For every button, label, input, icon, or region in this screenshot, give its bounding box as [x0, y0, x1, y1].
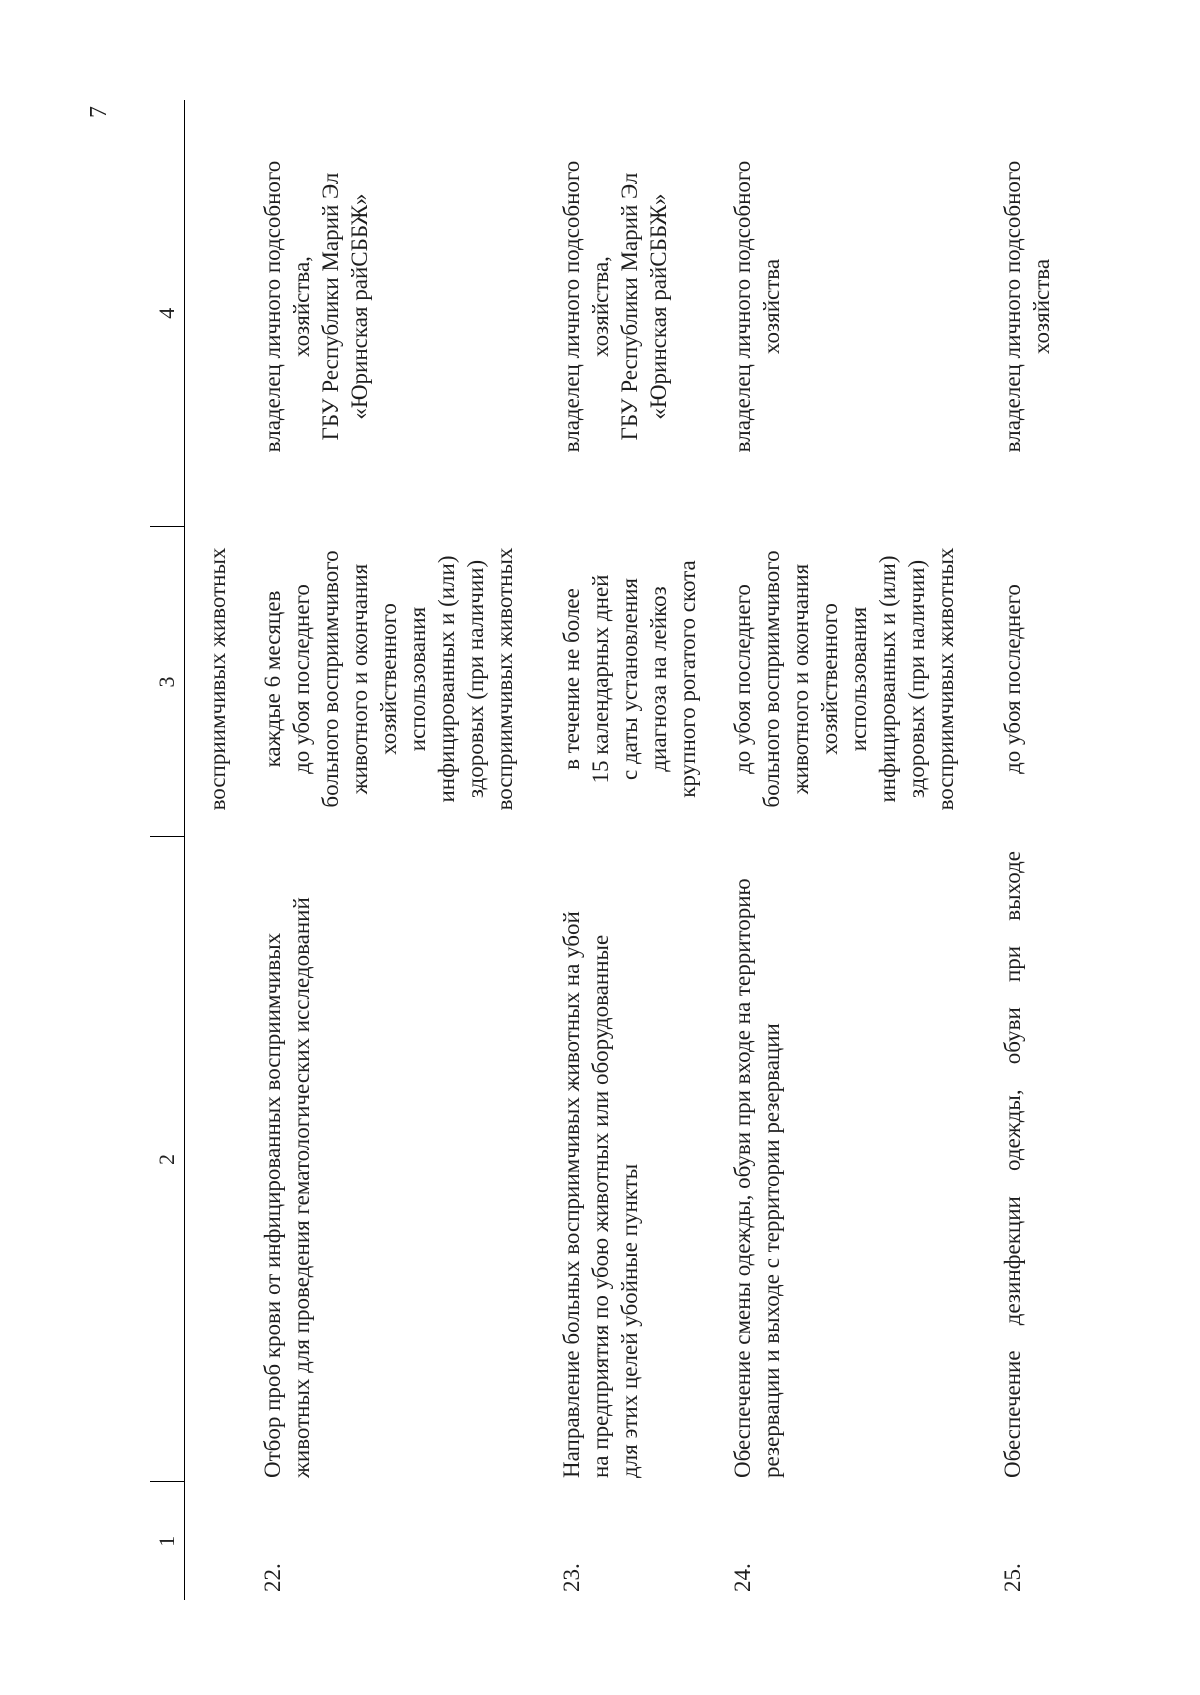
row-number: 23. — [559, 1563, 584, 1592]
row-number: 25. — [1000, 1563, 1025, 1592]
measure-description: Обеспечение смены одежды, обуви при входе на территорию резервации и выходе с территории резервации — [730, 878, 784, 1478]
measure-timing: до убоя последнего — [1000, 584, 1025, 774]
continuation-timing: восприимчивых животных — [205, 547, 230, 811]
rotated-page-content — [150, 100, 1130, 1600]
measure-description: Обеспечение дезинфекции одежды, обуви при выходе — [1000, 851, 1025, 1478]
responsible-party: владелец личного подсобного хозяйства, ГБУ Республики Марий Эл «Юринская райСББЖ» — [260, 160, 372, 453]
measure-timing: до убоя последнего больного восприимчивого животного и окончания хозяйственного использования инфицированных и (или) здоровых (при наличии) восприимчивых животных — [730, 547, 958, 811]
measure-description: Направление больных восприимчивых животных на убой на предприятия по убою животных или оборудованные для этих целей убойные пункты — [559, 911, 642, 1478]
continuation-row — [185, 100, 233, 1600]
responsible-party: владелец личного подсобного хозяйства, ГБУ Республики Марий Эл «Юринская райСББЖ» — [559, 160, 671, 453]
row-number: 24. — [730, 1563, 755, 1592]
table-row-24 — [702, 100, 960, 1600]
table-row-25 — [960, 100, 1056, 1600]
header-col-4: 4 — [150, 100, 185, 527]
page-number: 7 — [86, 106, 112, 118]
table-row-22 — [232, 100, 519, 1600]
table-row-23 — [519, 100, 702, 1600]
measure-timing: в течение не более 15 календарных дней с даты установления диагноза на лейкоз крупного рогатого скота — [559, 560, 700, 798]
responsible-party: владелец личного подсобного хозяйства — [1000, 160, 1054, 453]
measures-table — [150, 100, 1056, 1600]
measure-timing: каждые 6 месяцев до убоя последнего больного восприимчивого животного и окончания хозяйственного использования инфицированных и (или) здоровых (при наличии) восприимчивых животных — [260, 547, 517, 811]
header-col-1: 1 — [150, 1482, 185, 1600]
header-col-2: 2 — [150, 837, 185, 1482]
measure-description: Отбор проб крови от инфицированных восприимчивых животных для проведения гематологических исследований — [260, 897, 314, 1478]
header-col-3: 3 — [150, 527, 185, 837]
responsible-party: владелец личного подсобного хозяйства — [730, 160, 784, 453]
table-header-row — [150, 100, 185, 1600]
row-number: 22. — [260, 1563, 285, 1592]
